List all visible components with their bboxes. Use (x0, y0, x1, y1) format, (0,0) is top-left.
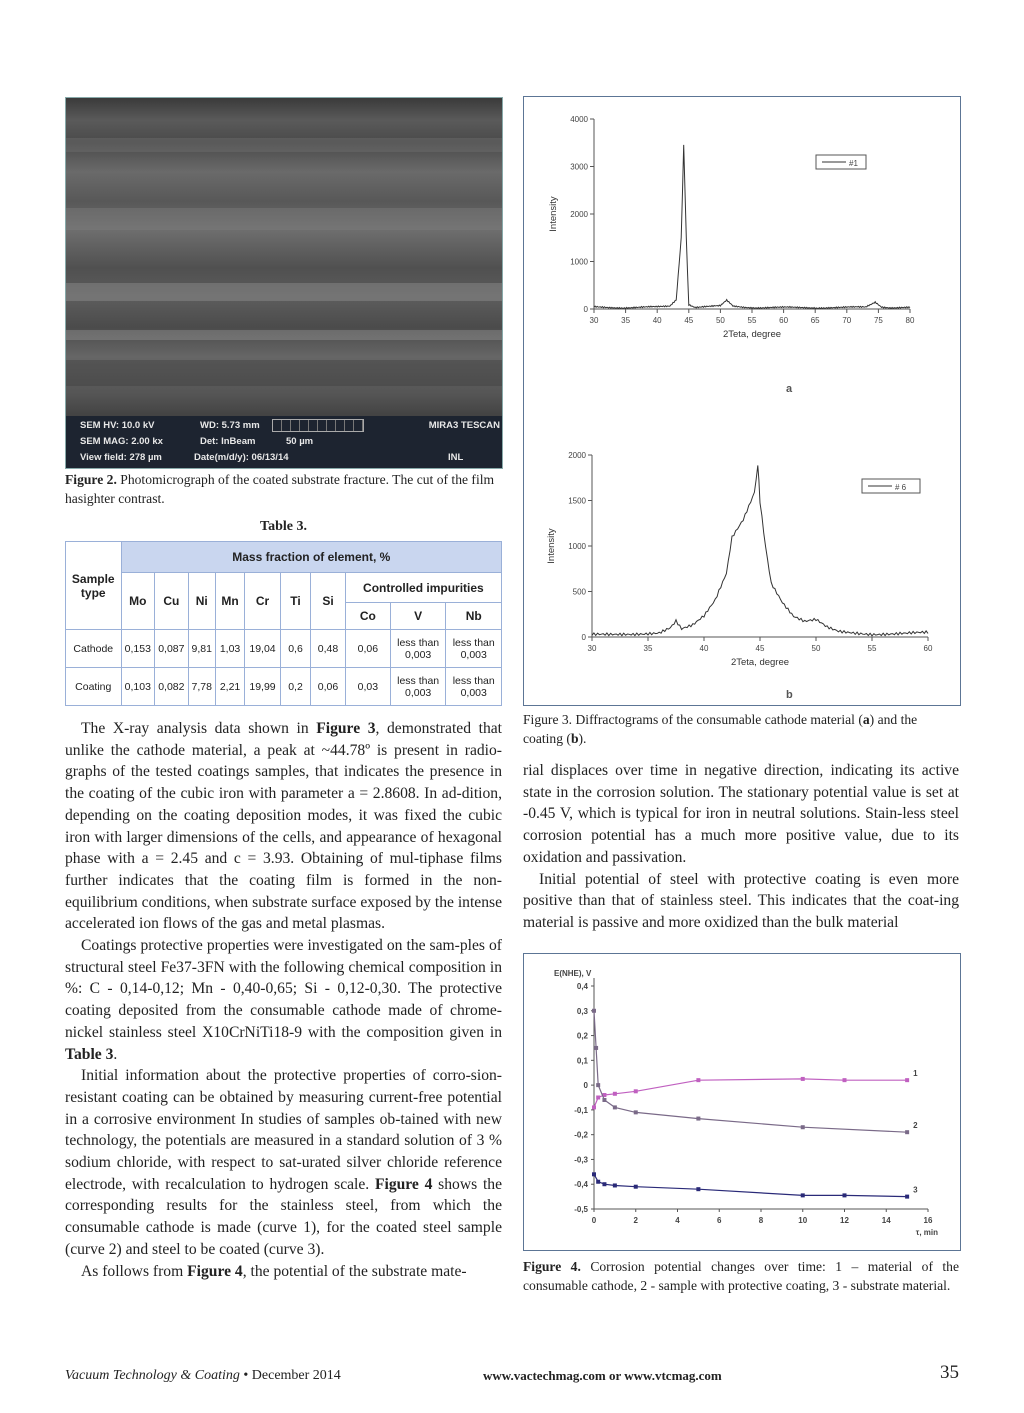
y-tick-label: 2000 (570, 210, 588, 219)
sem-scale: 50 µm (286, 436, 314, 447)
left-column-text (65, 718, 502, 1282)
sem-brand: MIRA3 TESCAN (428, 420, 500, 431)
caption-text: ). (578, 731, 587, 746)
figure4-caption (523, 1257, 959, 1295)
figure3-caption (523, 710, 959, 748)
y-tick-label: 4000 (570, 115, 588, 124)
x-tick-label: 55 (867, 644, 877, 653)
y-axis-label: Intensity (546, 528, 557, 564)
series-3-point (602, 1182, 606, 1186)
table-header-element: Ni (188, 573, 215, 630)
series-2-point (594, 1046, 598, 1050)
table-cell: 9,81 (188, 630, 215, 668)
table-header-element: Ti (280, 573, 310, 630)
figure2-caption (65, 470, 502, 508)
paragraph: Initial potential of steel with protective coating is even more positive than that of stainless steel. This indicates that the coat-ing material is passive and more oxidized than the bulk material (523, 870, 959, 931)
table-cell: 0,153 (121, 630, 155, 668)
table-cell: less than 0,003 (446, 668, 502, 706)
sem-scale-ruler (272, 419, 364, 432)
issue-date: • December 2014 (239, 1368, 341, 1383)
y-tick-label: 3000 (570, 162, 588, 172)
caption-text: a (862, 712, 870, 727)
x-tick-label: 45 (684, 316, 694, 325)
series-2-point (696, 1117, 700, 1121)
text-run: . (113, 1045, 118, 1063)
x-tick-label: 70 (842, 316, 852, 325)
series-3-point (592, 1172, 596, 1176)
sem-lab: INL (448, 452, 464, 463)
figure-ref: Figure 4 (187, 1262, 243, 1280)
x-tick-label: 30 (589, 316, 599, 325)
table-header-element: Mn (215, 573, 244, 630)
y-tick-label: 0,2 (576, 1031, 588, 1041)
series-3-point (696, 1187, 700, 1191)
table-header-sample-type: Sample type (66, 542, 122, 630)
y-tick-label: 0 (583, 305, 588, 314)
table-cell: less than 0,003 (390, 630, 446, 668)
x-tick-label: 55 (747, 316, 757, 325)
paragraph (65, 935, 502, 1065)
table-header-element: Mo (121, 573, 155, 630)
table-row-label: Cathode (66, 630, 122, 668)
table-cell: 19,99 (245, 668, 281, 706)
x-axis-label: τ, min (915, 1228, 938, 1237)
series-2-point (634, 1110, 638, 1114)
table-header-mass-fraction: Mass fraction of element, % (121, 542, 501, 573)
table-cell: 0,2 (280, 668, 310, 706)
figure2-caption-label: Figure 2. (65, 472, 117, 487)
series-2-line (594, 1011, 907, 1132)
table3 (65, 541, 502, 706)
x-tick-label: 30 (587, 644, 597, 653)
legend-label: #1 (849, 159, 858, 168)
x-tick-label: 10 (798, 1216, 808, 1225)
series-2-point (592, 1009, 596, 1013)
figure4-caption-label: Figure 4. (523, 1259, 581, 1274)
series-2-point (801, 1125, 805, 1129)
series-3-point (801, 1193, 805, 1197)
y-tick-label: 500 (572, 587, 586, 597)
table-cell: 19,04 (245, 630, 281, 668)
potential-chart (524, 954, 960, 1250)
table-header-impurity: Nb (446, 603, 502, 630)
x-tick-label: 8 (758, 1216, 764, 1225)
series-3-point (634, 1185, 638, 1189)
table-cell: less than 0,003 (446, 630, 502, 668)
series-2-point (905, 1130, 909, 1134)
x-tick-label: 60 (923, 644, 933, 653)
caption-text: ) and the coating ( (523, 712, 918, 746)
table-cell: 0,082 (155, 668, 189, 706)
x-tick-label: 35 (643, 644, 653, 653)
table-cell: 0,6 (280, 630, 310, 668)
x-tick-label: 50 (715, 316, 725, 325)
series-1-point (596, 1096, 600, 1100)
y-axis-label: E(NHE), V (554, 969, 592, 978)
x-tick-label: 50 (811, 644, 821, 653)
y-tick-label: 1000 (570, 257, 588, 267)
figure3-frame (523, 96, 961, 706)
sem-det: Det: InBeam (200, 436, 256, 447)
x-tick-label: 75 (873, 316, 883, 325)
right-column-text (523, 760, 959, 934)
series-2-point (602, 1098, 606, 1102)
diffractogram-b (524, 435, 960, 735)
y-tick-label: 0,4 (576, 982, 588, 991)
x-tick-label: 35 (621, 316, 631, 325)
sem-mag: SEM MAG: 2.00 kx (80, 436, 163, 447)
caption-text: Figure 3. Diffractograms of the consumable cathode material ( (523, 712, 863, 727)
y-tick-label: 0,3 (576, 1006, 588, 1016)
table-cell: 0,48 (311, 630, 346, 668)
table-cell: 7,78 (188, 668, 215, 706)
legend-label: # 6 (895, 483, 907, 492)
series-1-point (905, 1078, 909, 1082)
diffractogram-a (524, 97, 960, 397)
journal-name: Vacuum Technology & Coating (65, 1368, 240, 1383)
x-tick-label: 80 (905, 316, 915, 325)
y-tick-label: 1000 (568, 542, 586, 551)
table-header-element: Cr (245, 573, 281, 630)
y-tick-label: -0,4 (574, 1180, 588, 1190)
table-cell: 0,03 (345, 668, 390, 706)
text-run: Initial information about the protective properties of corro-sion-resistant coating can be obtained by measuring current-free potential in a corrosive environment In studies of samples ob-tained with new technology, the potentials are measured in a standard solution of 3 % sodium chloride, with respect to sat-urated silver chloride reference electrode, with recalculation to hydrogen scale. (65, 1067, 502, 1193)
table-header-impurity: V (390, 603, 446, 630)
figure-ref: Figure 4 (374, 1175, 433, 1193)
series-1-point (634, 1089, 638, 1093)
y-tick-label: -0,3 (574, 1155, 588, 1165)
y-tick-label: 1500 (568, 496, 586, 506)
series-3-point (905, 1195, 909, 1199)
x-tick-label: 40 (652, 316, 662, 325)
curve-label: 1 (913, 1069, 918, 1079)
x-tick-label: 16 (923, 1216, 933, 1225)
paragraph (65, 718, 502, 935)
x-axis-label: 2Teta, degree (722, 329, 782, 340)
table-ref: Table 3 (65, 1045, 114, 1063)
table-row (66, 630, 502, 668)
text-run: As follows from (81, 1262, 188, 1280)
series-1-point (696, 1078, 700, 1082)
caption-text: b (570, 731, 579, 746)
series-1-line (594, 1079, 907, 1108)
table3-title: Table 3. (260, 519, 307, 534)
figure2-caption-text: Photomicrograph of the coated substrate fracture. The cut of the film hasighter contrast. (65, 472, 495, 506)
table-header-element: Cu (155, 573, 189, 630)
x-tick-label: 12 (840, 1216, 849, 1225)
series-3-point (596, 1180, 600, 1184)
x-tick-label: 65 (810, 316, 820, 325)
sem-info-bar (66, 416, 502, 468)
table-row-label: Coating (66, 668, 122, 706)
panel-a-label: a (786, 383, 793, 395)
sem-photomicrograph (65, 97, 503, 469)
y-tick-label: 2000 (568, 451, 586, 460)
y-tick-label: 0,1 (576, 1056, 588, 1066)
y-tick-label: 0 (581, 633, 586, 642)
sem-date: Date(m/d/y): 06/13/14 (194, 452, 289, 463)
x-axis-label: 2Teta, degree (730, 657, 790, 668)
text-run: , demonstrated that unlike the cathode material, a peak at ~44.78º is present in radio-graphs of the tested coatings samples, that indicates the presence in the coating of the cubic iron with parameter a = 2.8608. In ad-dition, depending on the coating deposition modes, it was fixed the cubic iron with larger dimensions of the cells, and appearance of hexagonal phase with a = 2.45 and c = 3.93. Obtaining of mul-tiphase films further indicates that the coating film is formed in the non-equilibrium conditions, when substrate surface exposed by the intense accelerated ion flows of the gas and metal plasmas. (65, 720, 502, 933)
text-run: Coatings protective properties were investigated on the sam-ples of structural steel Fe37-3FN with the following chemical composition in %: C - 0,14-0,12; Mn - 0,40-0,65; Si - 0,12-0,30. The protective coating deposited from the consumable cathode made of chrome-nickel stainless steel X10CrNiTi18-9 with the composition given in (65, 937, 502, 1041)
figure4-caption-text: Corrosion potential changes over time: 1 – material of the consumable cathode, 2 - sample with protective coating, 3 - substrate material. (523, 1259, 959, 1293)
table-cell: 0,087 (155, 630, 189, 668)
text-run: shows the corresponding results for the stainless steel, from which the consumable cathode is made (curve 1), for the coated steel sample (curve 2) and steel to be coated (curve 3). (65, 1175, 502, 1258)
series-2-point (613, 1105, 617, 1109)
figure-ref: Figure 3 (316, 720, 376, 737)
table-header-impurity: Co (345, 603, 390, 630)
table-cell: 0,06 (311, 668, 346, 706)
series-3-line (594, 1174, 907, 1196)
table-header-element: Si (311, 573, 346, 630)
table-row (66, 668, 502, 706)
panel-b-label: b (786, 689, 793, 701)
paragraph (65, 1261, 502, 1283)
x-tick-label: 40 (699, 644, 709, 653)
series-3-point (613, 1183, 617, 1187)
series-1-point (843, 1078, 847, 1082)
y-tick-label: -0,5 (574, 1205, 588, 1214)
y-tick-label: -0,1 (574, 1105, 588, 1115)
table-cell: 1,03 (215, 630, 244, 668)
table-cell: 2,21 (215, 668, 244, 706)
x-tick-label: 0 (591, 1216, 597, 1225)
table-cell: 0,06 (345, 630, 390, 668)
y-axis-label: Intensity (548, 196, 559, 232)
footer-journal (65, 1368, 341, 1384)
y-tick-label: -0,2 (574, 1130, 588, 1140)
curve-label: 3 (913, 1185, 918, 1195)
table-cell: 0,103 (121, 668, 155, 706)
paragraph: rial displaces over time in negative direction, indicating its active state in the corrosion solution. The stationary potential value is set at -0.45 V, which is typical for iron in neutral solutions. Stain-less steel corrosion potential has a much more positive value, due to its oxidation and passivation. (523, 762, 959, 866)
x-tick-label: 60 (779, 316, 789, 325)
table-cell: less than 0,003 (390, 668, 446, 706)
y-tick-label: 0 (583, 1081, 588, 1091)
paragraph (65, 1065, 502, 1260)
sem-view: View field: 278 µm (80, 452, 162, 463)
x-tick-label: 6 (717, 1216, 722, 1225)
series-2-point (596, 1083, 600, 1087)
series-3-point (843, 1193, 847, 1197)
series-1-point (592, 1105, 596, 1109)
sem-hv: SEM HV: 10.0 kV (80, 420, 155, 431)
sem-wd: WD: 5.73 mm (200, 420, 260, 431)
x-tick-label: 2 (633, 1216, 638, 1225)
x-tick-label: 45 (755, 644, 765, 653)
x-tick-label: 14 (881, 1216, 891, 1225)
curve-label: 2 (913, 1121, 918, 1131)
series-1-point (801, 1077, 805, 1081)
x-tick-label: 4 (675, 1216, 680, 1225)
page-number: 35 (940, 1362, 959, 1383)
footer-url: www.vactechmag.com or www.vtcmag.com (483, 1368, 722, 1383)
text-run: The X-ray analysis data shown in (81, 720, 317, 737)
figure4-frame (523, 953, 961, 1251)
table-header-controlled: Controlled impurities (345, 573, 501, 603)
series-1-point (613, 1092, 617, 1096)
text-run: , the potential of the substrate mate- (242, 1262, 467, 1280)
